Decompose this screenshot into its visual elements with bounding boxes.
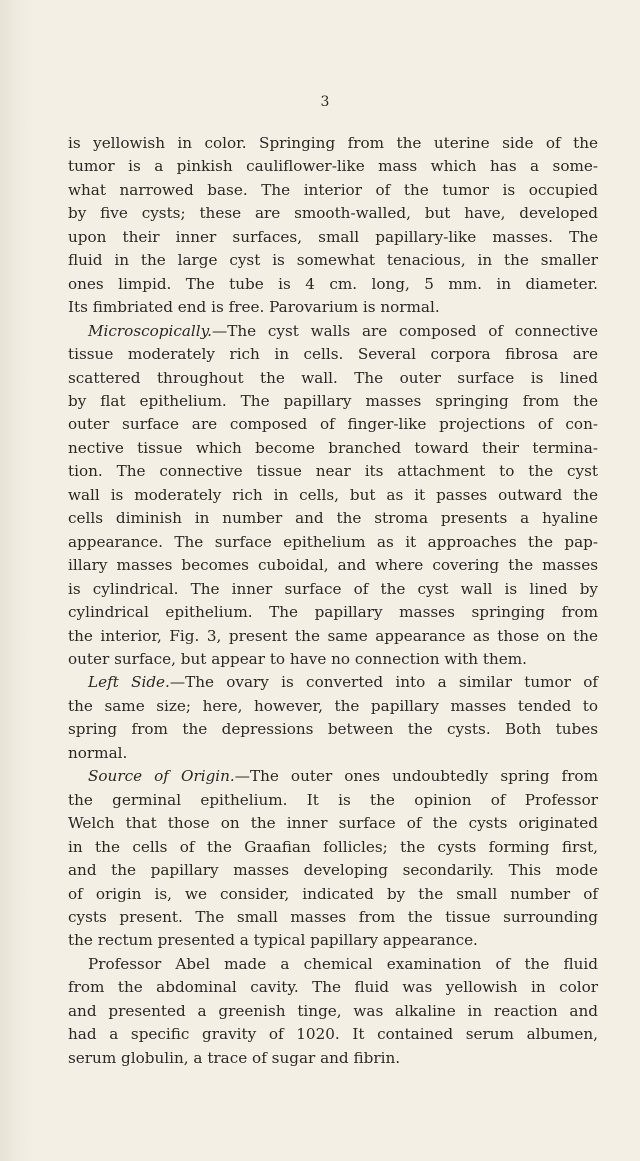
text-line: by flat epithelium. The papillary masses springing from the [68,391,598,410]
text-line: spring from the depressions between the cysts. Both tubes [68,720,598,739]
text-line: the rectum presented a typical papillary appearance. [68,931,478,950]
text-line: tumor is a pinkish cauliflower-like mass which has a some- [68,157,598,176]
section-heading-source-of-origin: Source of Origin. [88,767,235,786]
section-heading-left-side: Left Side. [88,673,170,692]
text-run: —The outer ones undoubtedly spring from [234,767,598,786]
text-line: the same size; here, however, the papillary masses tended to [68,696,598,715]
text-line: nective tissue which become branched toward their termina- [68,438,598,457]
text-line: in the cells of the Graafian follicles; the cysts forming first, [68,837,598,856]
text-line: by five cysts; these are smooth-walled, but have, developed [68,204,598,223]
text-line [68,671,598,694]
text-run: —The cyst walls are composed of connective [212,321,598,340]
text-line: and the papillary masses developing secondarily. This mode [68,861,598,880]
section-heading-microscopically: Microscopically. [88,321,213,340]
text-line [68,765,598,788]
text-line: appearance. The surface epithelium as it approaches the pap- [68,532,598,551]
text-line: had a specific gravity of 1020. It contained serum albumen, [68,1025,598,1044]
paragraph-left-side [68,671,598,765]
text-line: normal. [68,743,128,762]
text-line: outer surface, but appear to have no connection with them. [68,649,527,668]
text-line: outer surface are composed of finger-like projections of con- [68,415,598,434]
text-line: what narrowed base. The interior of the tumor is occupied [68,180,598,199]
text-line: fluid in the large cyst is somewhat tenacious, in the smaller [68,251,598,270]
text-line: ones limpid. The tube is 4 cm. long, 5 mm. in diameter. [68,274,598,293]
text-line: is cylindrical. The inner surface of the cyst wall is lined by [68,579,598,598]
paragraph-microscopically [68,320,598,672]
text-line: and presented a greenish tinge, was alkaline in reaction and [68,1001,598,1020]
text-run: —The ovary is converted into a similar tumor of [169,673,598,692]
text-line: Its fimbriated end is free. Parovarium is normal. [68,298,440,317]
paragraph-gross-description [68,132,598,320]
text-line: of origin is, we consider, indicated by the small number of [68,884,598,903]
text-line: upon their inner surfaces, small papillary-like masses. The [68,227,598,246]
text-line: the germinal epithelium. It is the opinion of Professor [68,790,598,809]
body-text [68,132,598,1070]
text-line: cysts present. The small masses from the tissue surrounding [68,907,598,926]
text-line: wall is moderately rich in cells, but as it passes outward the [68,485,598,504]
text-line: Welch that those on the inner surface of the cysts originated [68,814,598,833]
text-line: illary masses becomes cuboidal, and where covering the masses [68,556,598,575]
text-line: cylindrical epithelium. The papillary masses springing from [68,603,598,622]
text-line: cells diminish in number and the stroma presents a hyaline [68,509,598,528]
text-line: from the abdominal cavity. The fluid was yellowish in color [68,978,598,997]
text-line: the interior, Fig. 3, present the same appearance as those on the [68,626,598,645]
text-line: tissue moderately rich in cells. Several corpora fibrosa are [68,345,598,364]
paragraph-source-of-origin [68,765,598,953]
text-line: scattered throughout the wall. The outer surface is lined [68,368,598,387]
text-line: serum globulin, a trace of sugar and fibrin. [68,1048,401,1067]
text-line: Professor Abel made a chemical examination of the fluid [88,954,598,973]
text-line: tion. The connective tissue near its attachment to the cyst [68,462,598,481]
text-line: is yellowish in color. Springing from the uterine side of the [68,134,598,152]
text-line [68,320,598,343]
paragraph-chemical-examination [68,953,598,1070]
page-number: 3 [320,94,330,110]
